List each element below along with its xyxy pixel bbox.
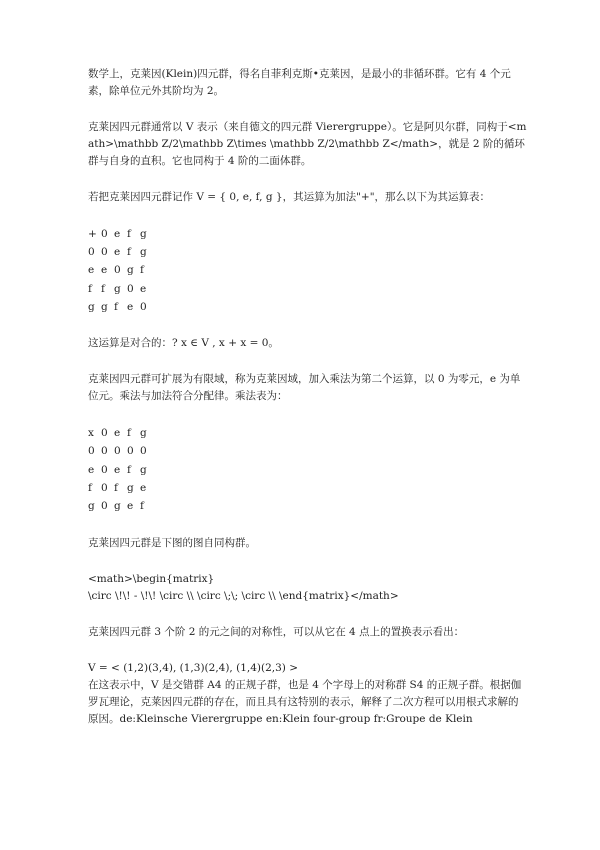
permutation-representation: V = < (1,2)(3,4), (1,3)(2,4), (1,4)(2,3) > [88, 661, 299, 674]
table-cell: 0 [101, 463, 108, 476]
table-cell: g [127, 482, 134, 495]
table-cell: g [140, 245, 147, 258]
involution-paragraph: 这运算是对合的：? x ∈ V , x + x = 0。 [88, 337, 279, 350]
table-cell: f [88, 282, 92, 295]
addition-table [88, 225, 528, 316]
table-cell: g [127, 264, 134, 277]
table-cell: e [140, 482, 147, 495]
matrix-markup-line: <math>\begin{matrix} [88, 572, 215, 585]
table-cell: g [140, 427, 147, 440]
table-cell: f [127, 463, 131, 476]
table-row [88, 443, 528, 461]
table-row [88, 479, 528, 497]
table-cell: e [114, 245, 121, 258]
table-cell: e [114, 463, 121, 476]
automorphism-paragraph: 克莱因四元群是下图的图自同构群。 [88, 536, 256, 549]
table-cell: 0 [140, 300, 147, 313]
table-cell: f [114, 482, 118, 495]
multiplication-table [88, 424, 528, 515]
document-page [88, 66, 528, 747]
table-cell: f [140, 264, 144, 277]
table-cell: e [114, 427, 121, 440]
table-cell: 0 [127, 282, 134, 295]
table-row [88, 498, 528, 516]
table-cell: e [88, 463, 95, 476]
symmetry-paragraph: 克莱因四元群 3 个阶 2 的元之间的对称性，可以从它在 4 点上的置换表示看出： [88, 625, 465, 638]
table-cell: g [88, 300, 95, 313]
table-row [88, 298, 528, 316]
table-cell: g [140, 463, 147, 476]
table-cell: e [127, 300, 134, 313]
permutation-section [88, 660, 528, 728]
table-cell: f [114, 300, 118, 313]
matrix-markup [88, 571, 528, 605]
table-cell: g [114, 500, 121, 513]
table-cell: g [140, 227, 147, 240]
table-cell: 0 [114, 264, 121, 277]
table-row [88, 225, 528, 243]
table-cell: f [101, 282, 105, 295]
table-row [88, 461, 528, 479]
table-cell: 0 [140, 445, 147, 458]
table-row [88, 280, 528, 298]
table-cell: e [140, 282, 147, 295]
table-row [88, 424, 528, 442]
table-cell: 0 [101, 482, 108, 495]
table-cell: 0 [101, 427, 108, 440]
table-cell: e [114, 227, 121, 240]
addition-intro-paragraph: 若把克莱因四元群记作 V = { 0, e, f, g }，其运算为加法"+"，那么以下为其运算表： [88, 191, 491, 203]
table-cell: + [88, 227, 97, 240]
table-cell: 0 [88, 245, 95, 258]
table-cell: 0 [101, 245, 108, 258]
table-cell: g [88, 500, 95, 513]
galois-paragraph: 在这表示中，V 是交错群 A4 的正规子群，也是 4 个字母上的对称群 S4 的正规子群。根据伽罗瓦理论，克莱因四元群的存在，而且具有这特别的表示，解释了二次方程可以用根式求解的原因。de:Kleinsche Vierergruppe en:Klein four-group fr:Groupe de Klein [88, 678, 522, 725]
table-cell: e [127, 500, 134, 513]
table-cell: e [88, 264, 95, 277]
table-cell: f [140, 500, 144, 513]
intro-paragraph: 数学上，克莱因(Klein)四元群，得名自菲利克斯•克莱因，是最小的非循环群。它有 4 个元素，除单位元外其阶均为 2。 [88, 68, 511, 97]
table-cell: g [101, 300, 108, 313]
table-cell: 0 [101, 227, 108, 240]
table-cell: 0 [101, 500, 108, 513]
table-row [88, 243, 528, 261]
field-extension-paragraph: 克莱因四元群可扩展为有限域，称为克莱因域，加入乘法为第二个运算，以 0 为零元，e 为单位元。乘法与加法符合分配律。乘法表为： [88, 373, 521, 403]
table-cell: f [127, 427, 131, 440]
matrix-markup-line: \circ \!\! - \!\! \circ \\ \circ \;\; \circ \\ \end{matrix}</math> [88, 589, 399, 602]
table-cell: 0 [88, 445, 95, 458]
table-cell: 0 [127, 445, 134, 458]
table-cell: 0 [114, 445, 121, 458]
table-row [88, 262, 528, 280]
table-cell: f [88, 482, 92, 495]
table-cell: e [101, 264, 108, 277]
table-cell: f [127, 245, 131, 258]
notation-paragraph: 克莱因四元群通常以 V 表示（来自德文的四元群 Vierergruppe）。它是阿贝尔群，同构于<math>\mathbb Z/2\mathbb Z\times \mathbb Z/2\mathbb Z</math>，就是 2 阶的循环群与自身的直积。它也同构于 4 阶的二面体群。 [88, 121, 527, 167]
table-cell: 0 [101, 445, 108, 458]
table-cell: f [127, 227, 131, 240]
table-cell: x [88, 427, 94, 440]
table-cell: g [114, 282, 121, 295]
